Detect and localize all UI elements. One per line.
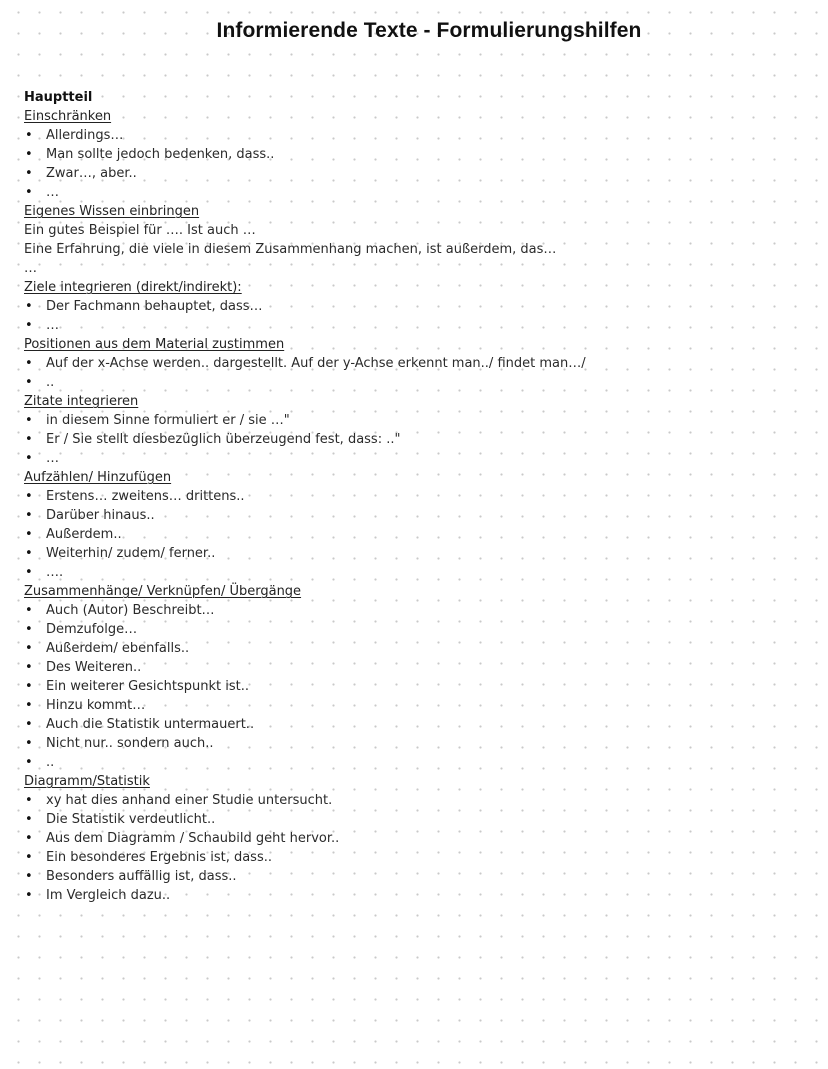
list-item-text: … — [46, 185, 59, 200]
section-heading: Eigenes Wissen einbringen — [24, 204, 200, 219]
section-heading: Ziele integrieren (direkt/indirekt): — [24, 280, 242, 295]
list-item-text: Ein weiterer Gesichtspunkt ist.. — [46, 679, 250, 694]
list-item — [24, 183, 804, 202]
list-item-text: xy hat dies anhand einer Studie untersucht. — [46, 793, 333, 808]
list-item — [24, 867, 804, 886]
list-item — [24, 164, 804, 183]
list-item — [24, 449, 804, 468]
bullet-icon: • — [25, 166, 33, 181]
bullet-icon: • — [25, 698, 33, 713]
list-item-text: .. — [46, 755, 55, 770]
bullet-icon: • — [25, 147, 33, 162]
list-item-text: Man sollte jedoch bedenken, dass.. — [46, 147, 275, 162]
list-item-text: … — [46, 318, 59, 333]
bullet-icon: • — [25, 812, 33, 827]
list-item — [24, 810, 804, 829]
list-item — [24, 886, 804, 905]
list-item-text: Erstens… zweitens… drittens.. — [46, 489, 245, 504]
list-item — [24, 316, 804, 335]
section-heading: Diagramm/Statistik — [24, 774, 150, 789]
list-item-text: Außerdem/ ebenfalls.. — [46, 641, 190, 656]
bullet-icon: • — [25, 736, 33, 751]
bullet-icon: • — [25, 755, 33, 770]
bullet-icon: • — [25, 622, 33, 637]
list-item — [24, 487, 804, 506]
section-heading: Zitate integrieren — [24, 394, 139, 409]
list-item-text: Die Statistik verdeutlicht.. — [46, 812, 216, 827]
list-item-text: Aus dem Diagramm / Schaubild geht hervor.. — [46, 831, 340, 846]
section-ziele-integrieren — [24, 278, 804, 335]
page-title: Informierende Texte - Formulierungshilfen — [216, 19, 642, 42]
list-item-text: .. — [46, 375, 55, 390]
list-item-text: Allerdings… — [46, 128, 124, 143]
list-item — [24, 297, 804, 316]
list-item — [24, 620, 804, 639]
bullet-list — [24, 126, 804, 202]
bullet-list — [24, 354, 804, 392]
bullet-icon: • — [25, 451, 33, 466]
list-item-text: Demzufolge… — [46, 622, 138, 637]
list-item-text: Hinzu kommt… — [46, 698, 146, 713]
list-item-text: Ein besonderes Ergebnis ist, dass.. — [46, 850, 272, 865]
list-item — [24, 734, 804, 753]
bullet-icon: • — [25, 508, 33, 523]
list-item — [24, 430, 804, 449]
list-item — [24, 525, 804, 544]
list-item-text: Weiterhin/ zudem/ ferner.. — [46, 546, 216, 561]
list-item — [24, 411, 804, 430]
text-line: Eine Erfahrung, die viele in diesem Zusammenhang machen, ist außerdem, das… — [24, 242, 557, 257]
list-item — [24, 753, 804, 772]
section-einschraenken — [24, 107, 804, 202]
bullet-icon: • — [25, 318, 33, 333]
bullet-icon: • — [25, 679, 33, 694]
list-item-text: Auch (Autor) Beschreibt… — [46, 603, 215, 618]
bullet-icon: • — [25, 869, 33, 884]
bullet-icon: • — [25, 850, 33, 865]
bullet-icon: • — [25, 660, 33, 675]
list-item-text: in diesem Sinne formuliert er / sie …" — [46, 413, 290, 428]
bullet-icon: • — [25, 641, 33, 656]
section-positionen — [24, 335, 804, 392]
list-item-text: …. — [46, 565, 64, 580]
list-item-text: Er / Sie stellt diesbezüglich überzeugend fest, dass: .." — [46, 432, 401, 447]
list-item — [24, 506, 804, 525]
main-heading: Hauptteil — [24, 90, 93, 105]
section-heading: Einschränken — [24, 109, 112, 124]
list-item — [24, 677, 804, 696]
list-item — [24, 848, 804, 867]
bullet-icon: • — [25, 356, 33, 371]
section-zusammenhaenge — [24, 582, 804, 772]
bullet-list — [24, 411, 804, 468]
list-item — [24, 145, 804, 164]
section-aufzaehlen — [24, 468, 804, 582]
list-item — [24, 639, 804, 658]
list-item-text: Des Weiteren.. — [46, 660, 142, 675]
section-heading: Positionen aus dem Material zustimmen — [24, 337, 285, 352]
section-diagramm-statistik — [24, 772, 804, 905]
list-item-text: Der Fachmann behauptet, dass… — [46, 299, 263, 314]
bullet-icon: • — [25, 299, 33, 314]
bullet-icon: • — [25, 565, 33, 580]
bullet-list — [24, 791, 804, 905]
list-item-text: Nicht nur.. sondern auch.. — [46, 736, 214, 751]
list-item-text: Darüber hinaus.. — [46, 508, 155, 523]
list-item — [24, 601, 804, 620]
section-zitate-integrieren — [24, 392, 804, 468]
bullet-icon: • — [25, 128, 33, 143]
list-item — [24, 696, 804, 715]
bullet-list — [24, 601, 804, 772]
list-item — [24, 354, 804, 373]
bullet-icon: • — [25, 489, 33, 504]
bullet-list — [24, 297, 804, 335]
bullet-icon: • — [25, 546, 33, 561]
list-item — [24, 829, 804, 848]
list-item — [24, 658, 804, 677]
text-line: … — [24, 261, 37, 276]
bullet-list — [24, 487, 804, 582]
list-item-text: Auf der x-Achse werden.. dargestellt. Auf der y-Achse erkennt man../ findet man…/ — [46, 356, 586, 371]
list-item-text: Auch die Statistik untermauert.. — [46, 717, 255, 732]
list-item-text: … — [46, 451, 59, 466]
list-item-text: Besonders auffällig ist, dass.. — [46, 869, 237, 884]
bullet-icon: • — [25, 603, 33, 618]
bullet-icon: • — [25, 527, 33, 542]
bullet-icon: • — [25, 375, 33, 390]
bullet-icon: • — [25, 888, 33, 903]
bullet-icon: • — [25, 793, 33, 808]
bullet-icon: • — [25, 432, 33, 447]
bullet-icon: • — [25, 717, 33, 732]
list-item — [24, 715, 804, 734]
bullet-icon: • — [25, 831, 33, 846]
list-item — [24, 544, 804, 563]
text-line: Ein gutes Beispiel für …. Ist auch … — [24, 223, 256, 238]
list-item-text: Zwar…, aber.. — [46, 166, 137, 181]
document-body — [24, 88, 804, 905]
list-item-text: Außerdem.. — [46, 527, 122, 542]
list-item — [24, 373, 804, 392]
list-item — [24, 126, 804, 145]
section-heading: Zusammenhänge/ Verknüpfen/ Übergänge — [24, 584, 302, 599]
list-item — [24, 791, 804, 810]
section-heading: Aufzählen/ Hinzufügen — [24, 470, 172, 485]
bullet-icon: • — [25, 413, 33, 428]
section-eigenes-wissen — [24, 202, 804, 278]
bullet-icon: • — [25, 185, 33, 200]
list-item — [24, 563, 804, 582]
list-item-text: Im Vergleich dazu.. — [46, 888, 171, 903]
